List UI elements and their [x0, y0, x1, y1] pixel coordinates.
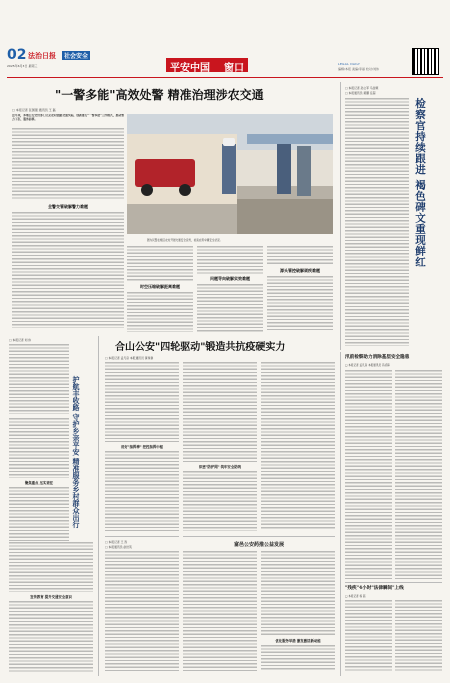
theme-banner-box	[166, 58, 248, 72]
left-col-bottom	[9, 542, 93, 672]
right-article	[340, 82, 444, 350]
left-vertical-headline: 护航丰收路 守护乡亲平安 精准服务乡村群众出行	[72, 376, 81, 528]
lead-col-2	[127, 246, 193, 328]
editor-line: 编辑/本报 美编/李丽 校对/刘伟	[338, 67, 379, 71]
theme-banner: 平安中国	[170, 63, 210, 74]
right-lower-headline-1: 汛前检察助力消除基层安全隐患	[345, 355, 410, 360]
right-lower-divider	[345, 582, 442, 583]
section-brand: 社会安全	[64, 53, 89, 60]
middle-subhead-2: 织密"防护网" 筑牢安全防线	[198, 465, 241, 469]
middle-subhead-4: 优化服务举措 激发激活新动能	[275, 639, 321, 643]
middle-byline: □ 本报记者 孟凡彦 本报通讯员 黄和寨	[105, 356, 154, 360]
left-subhead-2: 宣传教育 提升交通安全意识	[30, 595, 72, 599]
lead-photo-caption: 图为民警在辖区农村开展交通安全宣传，检查农用车辆安全状况。	[147, 239, 223, 242]
masthead	[0, 0, 450, 74]
legal-daily-label: LEGAL DAILY	[338, 62, 361, 66]
page-number: 02	[7, 47, 27, 63]
lead-byline: □ 本报记者 张国强 通讯员 王 磊	[12, 108, 56, 112]
qr-code-icon	[412, 48, 439, 75]
middle-subhead-3: 富邑公安药推公益发展	[233, 542, 284, 548]
lead-col-1	[12, 204, 124, 328]
issue-date: 2025年6月3日 星期三	[7, 64, 38, 68]
left-lower-column	[7, 336, 95, 676]
lead-subhead-2: 时空压缩破解距离难题	[140, 284, 180, 289]
left-byline: □ 本报记者 刘 伟	[9, 338, 32, 342]
middle-sub-byline-2: □ 本报通讯员 赵世英	[105, 545, 132, 549]
lead-subhead-3: 问题导向破解实效难题	[210, 276, 250, 281]
right-byline: □ 本报记者 孙立军 马金顺	[345, 86, 379, 90]
right-lower-headline-2: "残疾"4小时"法律瞬间"上线	[345, 586, 404, 591]
middle-col-2	[183, 362, 257, 532]
middle-sub-byline-1: □ 本报记者 王 涛	[105, 540, 128, 544]
masthead-rule	[7, 77, 443, 78]
lead-subhead-1: 全警交管破解警力难题	[48, 204, 88, 209]
lead-subhead-4: 源头管控破解顽疾难题	[280, 268, 320, 273]
right-lower-byline-1: □ 本报记者 孟凡彦 本报通讯员 冯延海	[345, 364, 390, 367]
middle-col-1	[105, 362, 179, 532]
middle-subhead-1: 用好"指挥棒" 把控指挥中枢	[120, 445, 163, 449]
right-lower-byline-2: □ 本报记者 杨 茜	[345, 595, 366, 598]
paper-name: 法治日报	[28, 51, 56, 60]
lead-photo	[127, 114, 333, 234]
middle-lower-left	[105, 536, 179, 673]
right-lower	[340, 352, 444, 676]
lead-col-3	[197, 246, 263, 328]
middle-col-3	[261, 362, 335, 532]
right-vertical-headline: 检察官持续跟进 褐色碑文重现鲜红	[414, 98, 426, 268]
lead-article	[7, 82, 335, 332]
theme-sub: 窗口	[224, 63, 244, 74]
left-col-body	[9, 418, 69, 538]
middle-headline: 合山公安"四轮驱动"锻造共抗疫硬实力	[115, 342, 286, 353]
lead-headline: "一警多能"高效处警 精准治理涉农交通	[55, 88, 264, 102]
middle-article	[98, 336, 339, 676]
middle-lower-center	[183, 536, 335, 673]
right-sub-byline: □ 本报通讯员 黄鹏 任超	[345, 91, 376, 95]
lead-intro: 近年来，多地公安交管部门立足农村道路交通实际，创新推行"一警多能"工作模式，推动警力下沉、服务前移。	[12, 114, 124, 200]
lead-col-4	[267, 246, 333, 328]
left-subhead-1: 聚焦重点 压实责任	[24, 481, 54, 485]
